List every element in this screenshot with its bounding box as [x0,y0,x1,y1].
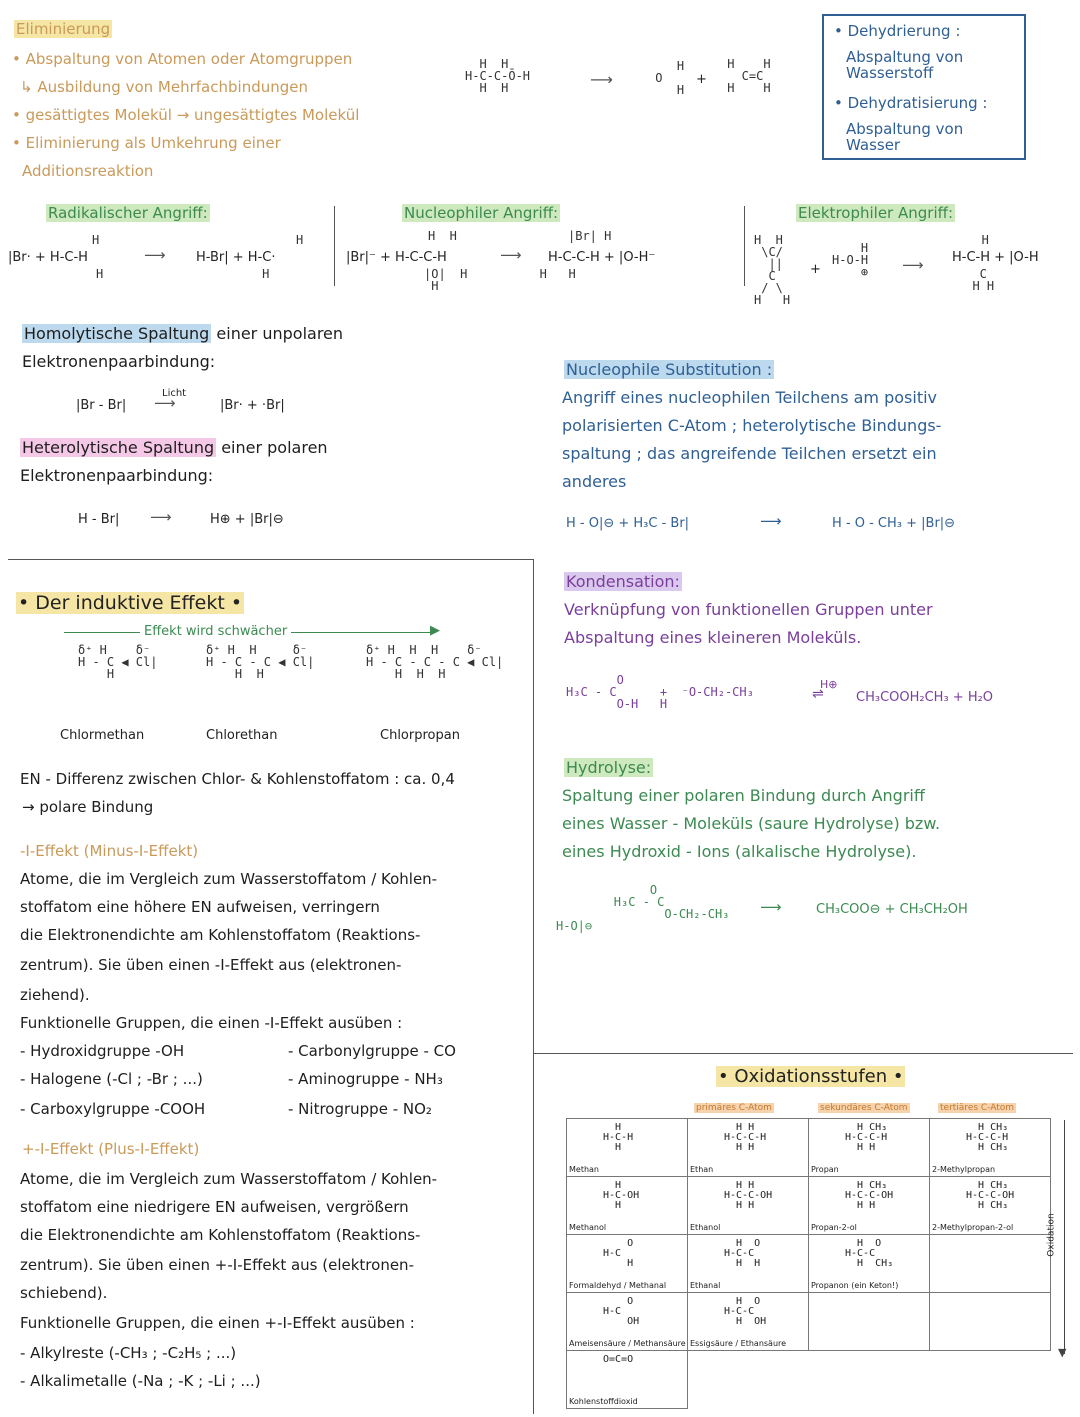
cell-formaldehyd: O H-C H Formaldehyd / Methanal [567,1235,688,1293]
section-divider [533,1053,1073,1054]
hydrolysis-line-1: Spaltung einer polaren Bindung durch Angriff [562,786,925,805]
cell-empty [930,1293,1051,1351]
condensation-product: CH₃COOH₂CH₃ + H₂O [856,690,994,705]
group-amino: - Aminogruppe - NH₃ [288,1070,443,1088]
col-tertiary-header: tertiäres C-Atom [940,1103,1015,1113]
divider [744,206,745,286]
nucsub-line-4: anderes [562,472,627,491]
dehydratation-label: • Dehydratisierung : [834,94,988,112]
plus-i-line-3: die Elektronendichte am Kohlenstoffatom (Reaktions- [20,1226,421,1244]
reaction-arrow: ⟶ [150,508,172,526]
cell-ethanal: H O H-C-C H H Ethanal [688,1235,809,1293]
nucleophilic-attack-title: Nucleophiler Angriff: [404,204,559,222]
elimination-line-5: Additionsreaktion [22,162,154,180]
reaction-arrow: ⟶ [760,898,782,916]
cell-essigsaeure: H O H-C-C H OH Essigsäure / Ethansäure [688,1293,809,1351]
dehydrogenation-text-1: Abspaltung von [846,48,964,66]
cell-ethan: H H H-C-C-H H H Ethan [688,1119,809,1177]
hydronium: H H-O-H ⊕ [832,241,869,279]
electrophilic-attack-title: Elektrophiler Angriff: [798,204,953,222]
reaction-arrow: ⟶ [590,70,613,89]
cell-methanol: H H-C-OH H Methanol [567,1177,688,1235]
chlorethan-structure: δ⁺ H H δ⁻ H - C - C ◀ Cl| H H [206,643,315,681]
oxidation-arrow-head: ▼ [1058,1346,1067,1359]
water-structure: H O H [655,59,685,97]
elimination-line-2: ↳ Ausbildung von Mehrfachbindungen [20,78,308,96]
homolytic-eq-left: |Br - Br| [76,398,127,413]
plus-i-line-1: Atome, die im Vergleich zum Wasserstoffatom / Kohlen- [20,1170,438,1188]
minus-i-title: -I-Effekt (Minus-I-Effekt) [20,842,199,860]
plus-i-title: +-I-Effekt (Plus-I-Effekt) [22,1140,200,1158]
hydrolysis-line-3: eines Hydroxid - Ions (alkalische Hydrolyse). [562,842,917,861]
ethanol-structure: H H H-C-C-Ō-H H H [465,57,531,95]
cell-empty [930,1235,1051,1293]
chlorpropan-label: Chlorpropan [380,728,460,743]
condensation-title: Kondensation: [566,572,680,591]
section-divider [533,559,534,1414]
chlorethan-label: Chlorethan [206,728,278,743]
minus-i-groups-intro: Funktionelle Gruppen, die einen -I-Effekt ausüben : [20,1014,403,1032]
group-carbonyl: - Carbonylgruppe - CO [288,1042,456,1060]
cell-empty [930,1351,1051,1409]
nucleophilic-substitution-title: Nucleophile Substitution : [566,360,773,379]
heterolytic-line-1: Heterolytische Spaltung einer polaren [22,438,328,457]
minus-i-line-4: zentrum). Sie üben einen -I-Effekt aus (elektronen- [20,956,402,974]
reaction-arrow: ⟶ [760,512,782,530]
nucsub-line-3: spaltung ; das angreifende Teilchen ersetzt ein [562,444,937,463]
minus-i-line-2: stoffatom eine höhere EN aufweisen, verringern [20,898,380,916]
plus-i-line-4: zentrum). Sie üben einen +-I-Effekt aus (elektronen- [20,1256,414,1274]
elimination-line-3: • gesättigtes Molekül → ungesättigtes Molekül [12,106,360,124]
acetic-acid-structure: O H₃C - C + ⁻O-CH₂-CH₃ O-H H [566,673,754,711]
chlorpropan-structure: δ⁺ H H H δ⁻ H - C - C - C ◀ Cl| H H H [366,643,504,681]
dehydratation-text-1: Abspaltung von [846,120,964,138]
nucleophile-product-top: |Br| H [568,229,612,243]
cell-empty [809,1351,930,1409]
electrophile-ethene: H H \C/ || C / \ H H [754,233,791,307]
col-primary-header: primäres C-Atom [696,1103,772,1113]
heterolytic-line-2: Elektronenpaarbindung: [20,466,214,485]
cell-methylpropan: H CH₃ H-C-C-H H CH₃ 2-Methylpropan [930,1119,1051,1177]
electrophile-product: C H H [972,267,995,293]
catalyst-label: H⊕ [820,678,838,691]
ethene-structure: H H C=C H H [727,57,771,95]
elimination-line-1: • Abspaltung von Atomen oder Atomgruppen [12,50,353,68]
cell-propan-2-ol: H CH₃ H-C-C-OH H H Propan-2-ol [809,1177,930,1235]
plus-sign: + [696,72,707,87]
cell-methan: H H-C-H H Methan [567,1119,688,1177]
oxidation-levels-title: • Oxidationsstufen • [718,1066,904,1087]
radical-structure-h2: H H [96,267,270,281]
nucsub-line-2: polarisierten C-Atom ; heterolytische Bindungs- [562,416,942,435]
elimination-line-4: • Eliminierung als Umkehrung einer [12,134,281,152]
heterolytic-eq-right: H⊕ + |Br|⊖ [210,512,284,527]
reaction-arrow: ⟶ [902,256,924,274]
radical-equation-left: |Br· + H-C-H [8,250,88,265]
en-difference: EN - Differenz zwischen Chlor- & Kohlenstoffatom : ca. 0,4 [20,770,455,788]
divider [334,206,335,286]
group-carboxyl: - Carboxylgruppe -COOH [20,1100,206,1118]
polar-bond: → polare Bindung [22,798,154,816]
nucsub-line-1: Angriff eines nucleophilen Teilchens am positiv [562,388,938,407]
section-divider [8,559,534,560]
minus-i-line-3: die Elektronendichte am Kohlenstoffatom (Reaktions- [20,926,421,944]
hydrolysis-product: CH₃COO⊖ + CH₃CH₂OH [816,902,968,917]
cell-ameisensaeure: O H-C OH Ameisensäure / Methansäure [567,1293,688,1351]
oxidation-arrow [1064,1120,1065,1354]
minus-i-line-5: ziehend). [20,986,90,1004]
dehydrogenation-text-2: Wasserstoff [846,64,934,82]
nucleophile-bottom: |O| H H H H [424,267,576,293]
dehydrogenation-label: • Dehydrierung : [834,22,961,40]
arrow-head: ▶ [430,623,440,638]
cell-propanon: H O H-C-C H CH₃ Propanon (ein Keton!) [809,1235,930,1293]
col-secondary-header: sekundäres C-Atom [820,1103,908,1113]
homolytic-eq-right: |Br· + ·Br| [220,398,285,413]
hydrolysis-line-2: eines Wasser - Moleküls (saure Hydrolyse) bzw. [562,814,941,833]
group-hydroxid: - Hydroxidgruppe -OH [20,1042,185,1060]
cell-co2: O=C=O Kohlenstoffdioxid [567,1351,688,1409]
electrophile-product-top: H [960,233,989,247]
nucleophile-equation-right: H-C-C-H + |O-H⁻ [548,250,656,265]
plus-i-groups-intro: Funktionelle Gruppen, die einen +-I-Effekt ausüben : [20,1314,415,1332]
equilibrium-arrow: ⇌ [812,686,824,702]
cell-ethanol: H H H-C-C-OH H H Ethanol [688,1177,809,1235]
elimination-title: Eliminierung [16,20,111,38]
cell-propan: H CH₃ H-C-C-H H H Propan [809,1119,930,1177]
reaction-arrow: ⟶ [500,246,522,264]
plus-i-line-2: stoffatom eine niedrigere EN aufweisen, vergrößern [20,1198,409,1216]
condensation-line-2: Abspaltung eines kleineren Moleküls. [564,628,862,647]
plus-i-line-5: schiebend). [20,1284,108,1302]
reaction-arrow: ⟶ [154,394,176,412]
nucleophile-equation-left: |Br|⁻ + H-C-C-H [346,250,447,265]
oxidation-table [566,1118,1051,1409]
electrophile-equation-right: H-C-H + |O-H [952,250,1039,265]
minus-i-line-1: Atome, die im Vergleich zum Wasserstoffatom / Kohlen- [20,870,438,888]
hydrolysis-title: Hydrolyse: [566,758,652,777]
cell-methylpropan-2-ol: H CH₃ H-C-C-OH H CH₃ 2-Methylpropan-2-ol [930,1177,1051,1235]
group-halogene: - Halogene (-Cl ; -Br ; ...) [20,1070,203,1088]
radical-structure-h: H [92,233,100,247]
inductive-effect-title: • Der induktive Effekt • [18,592,243,614]
chlormethan-structure: δ⁺ H δ⁻ H - C ◀ Cl| H [78,643,158,681]
ester-structure: O H₃C - C O-CH₂-CH₃ H-O|⊖ [556,883,730,933]
oxidation-side-label: Oxidation [1046,1213,1057,1257]
radical-equation-right: H-Br| + H-C· [196,250,276,265]
group-alkali: - Alkalimetalle (-Na ; -K ; -Li ; ...) [20,1372,261,1390]
light-label: Licht [162,388,187,399]
heterolytic-eq-left: H - Br| [78,512,120,527]
dehydratation-text-2: Wasser [846,136,901,154]
homolytic-line-2: Elektronenpaarbindung: [22,352,216,371]
radical-structure-h3: H [296,233,304,247]
nucleophile-top: H H [428,229,457,243]
chlormethan-label: Chlormethan [60,728,145,743]
weakening-arrow-label: Effekt wird schwächer [140,624,291,639]
condensation-line-1: Verknüpfung von funktionellen Gruppen unter [564,600,933,619]
homolytic-line-1: Homolytische Spaltung einer unpolaren [24,324,344,343]
radical-attack-title: Radikalischer Angriff: [48,204,208,222]
group-alkyl: - Alkylreste (-CH₃ ; -C₂H₅ ; ...) [20,1344,237,1362]
nucsub-eq-left: H - O|⊖ + H₃C - Br| [566,516,690,531]
reaction-arrow: ⟶ [144,246,166,264]
nucsub-eq-right: H - O - CH₃ + |Br|⊖ [832,516,956,531]
group-nitro: - Nitrogruppe - NO₂ [288,1100,432,1118]
cell-empty [688,1351,809,1409]
plus-sign: + [810,262,821,277]
cell-empty [809,1293,930,1351]
